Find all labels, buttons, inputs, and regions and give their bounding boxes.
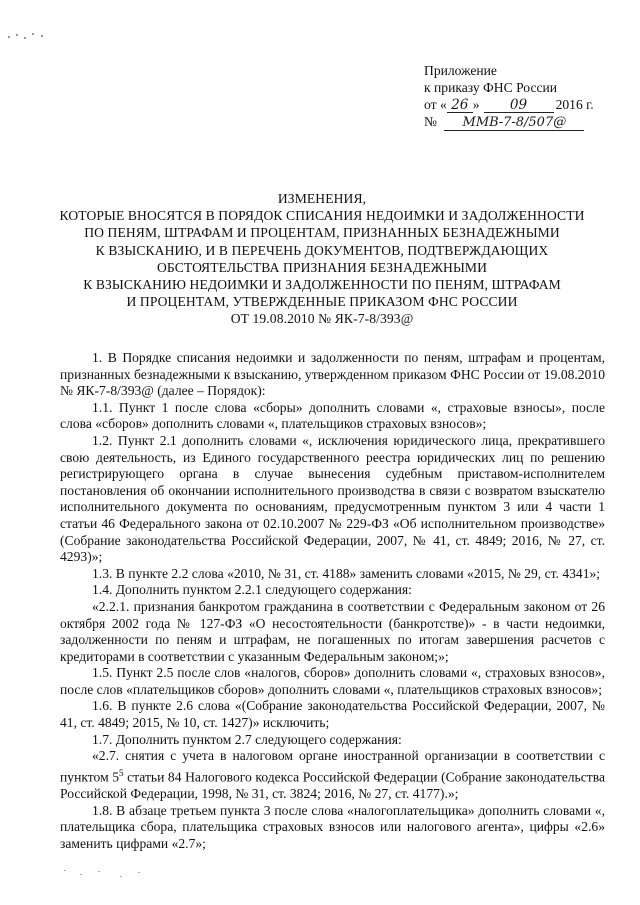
paragraph-1-2: 1.2. Пункт 2.1 дополнить словами «, исключения юридического лица, прекратившего свою деятельность, из Единого государственного реестра юридических лиц по решению регистрирующего органа в случае вынесения судебным приставом-исполнителем постановления об окончании исполнительного производства в связи с возвратом взыскателю исполнительного документа по основаниям, предусмотренным пунктом 3 или 4 части 1 статьи 46 Федерального закона от 02.10.2007 № 229-ФЗ «Об исполнительном производстве» (Собрание законодательства Российской Федерации, 2007, № 41, ст. 4849; 2016, № 27, ст. 4293)»;	[60, 432, 605, 565]
paragraph-1-8: 1.8. В абзаце третьем пункта 3 после слова «налогоплательщика» дополнить словами «, плательщика сбора, плательщика страховых взносов или налогового агента», цифры «2.6» заменить цифрами «2.7»;	[60, 802, 605, 851]
title-line: КОТОРЫЕ ВНОСЯТСЯ В ПОРЯДОК СПИСАНИЯ НЕДОИМКИ И ЗАДОЛЖЕННОСТИ	[59, 208, 585, 224]
annex-title: Приложение	[424, 63, 497, 78]
date-month-handwritten: 09	[484, 98, 554, 113]
quote-part-a: «2.7. снятия с учета в налоговом органе иностранной организации в соответствии с пунктом 5	[60, 748, 605, 785]
title-line: ОБСТОЯТЕЛЬСТВА ПРИЗНАНИЯ БЕЗНАДЕЖНЫМИ	[156, 259, 488, 275]
title-line: К ВЗЫСКАНИЮ НЕДОИМКИ И ЗАДОЛЖЕННОСТИ ПО ПЕНЯМ, ШТРАФАМ	[83, 277, 561, 293]
annex-order-ref: к приказу ФНС России	[424, 80, 558, 95]
document-body	[60, 350, 605, 852]
date-year: 2016 г.	[555, 97, 594, 112]
paragraph-1-3: 1.3. В пункте 2.2 слова «2010, № 31, ст. 4188» заменить словами «2015, № 29, ст. 4341»;	[92, 565, 601, 581]
paragraph-1-4-quote: «2.2.1. признания банкротом гражданина в соответствии с Федеральным законом от 26 октября 2002 года № 127-ФЗ «О несостоятельности (банкротстве)» - в части недоимки, задолженности по пеням и штрафам, не погашенных по итогам завершения расчетов с кредиторами в соответствии с указанным Федеральным законом;»;	[60, 598, 605, 664]
paragraph-1-7: 1.7. Дополнить пунктом 2.7 следующего содержания:	[92, 731, 402, 747]
date-day-handwritten: 26	[447, 98, 473, 113]
annex-number	[424, 113, 624, 130]
quote-part-b: статьи 84 Налогового кодекса Российской Федерации (Собрание законодательства Российской Федерации, 1998, № 31, ст. 3824; 2016, № 27, ст. 4177).»;	[60, 769, 605, 801]
superscript: 5	[119, 767, 124, 778]
title-line: ПО ПЕНЯМ, ШТРАФАМ И ПРОЦЕНТАМ, ПРИЗНАННЫХ БЕЗНАДЕЖНЫМИ	[84, 225, 560, 241]
document-title	[30, 190, 614, 328]
date-prefix: от «	[424, 97, 447, 112]
paragraph-1-6: 1.6. В пункте 2.6 слова «(Собрание законодательства Российской Федерации, 2007, № 41, ст. 4849; 2015, № 10, ст. 1427)» исключить;	[60, 698, 605, 731]
title-line: ИЗМЕНЕНИЯ,	[277, 191, 367, 206]
paragraph-1-4: 1.4. Дополнить пунктом 2.2.1 следующего содержания:	[92, 582, 412, 598]
title-line: К ВЗЫСКАНИЮ, И В ПЕРЕЧЕНЬ ДОКУМЕНТОВ, ПОДТВЕРЖДАЮЩИХ	[95, 242, 549, 258]
number-handwritten: ММВ-7-8/507@	[444, 116, 584, 131]
annex-date	[424, 96, 624, 113]
annex-block	[424, 62, 624, 130]
paragraph-1-7-quote	[60, 748, 605, 802]
paragraph-1-5: 1.5. Пункт 2.5 после слов «налогов, сборов» дополнить словами «, страховых взносов», после слов «плательщиков сборов» дополнить словами «, плательщиков страховых взносов»;	[60, 665, 605, 697]
date-sep: »	[472, 97, 480, 112]
paragraph-1-1: 1.1. Пункт 1 после слова «сборы» дополнить словами «, страховые взносы», после слова «сборов» дополнить словами «, плательщиков страховых взносов»;	[60, 399, 605, 432]
scan-artifact	[8, 30, 48, 42]
title-line: И ПРОЦЕНТАМ, УТВЕРЖДЕННЫЕ ПРИКАЗОМ ФНС РОССИИ	[126, 294, 518, 310]
number-prefix: №	[424, 114, 437, 129]
paragraph-1: 1. В Порядке списания недоимки и задолженности по пеням, штрафам и процентам, признанных безнадежными к взысканию, утвержденном приказом ФНС России от 19.08.2010 № ЯК-7-8/393@ (далее – Порядок):	[60, 350, 605, 399]
scan-artifact-bottom	[60, 868, 150, 882]
title-line: ОТ 19.08.2010 № ЯК-7-8/393@	[230, 311, 414, 327]
